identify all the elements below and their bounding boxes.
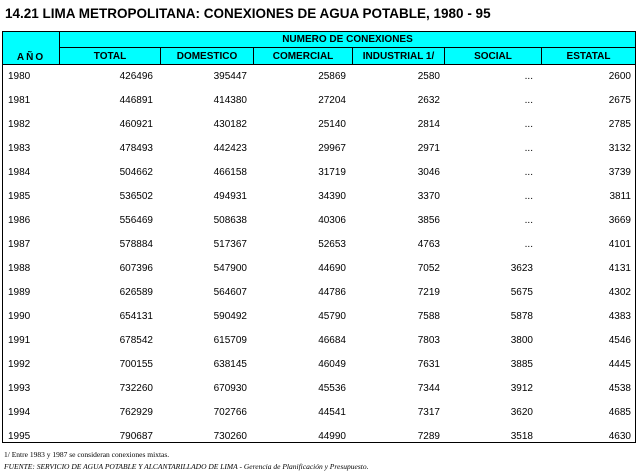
value-cell: 670930 xyxy=(213,383,247,394)
year-cell: 1983 xyxy=(8,143,31,154)
value-cell: 3800 xyxy=(510,335,533,346)
value-cell: 4101 xyxy=(608,239,631,250)
table-row xyxy=(3,281,635,305)
year-cell: 1990 xyxy=(8,311,31,322)
column-header-estatal: ESTATAL xyxy=(566,51,611,62)
value-cell: 7803 xyxy=(417,335,440,346)
value-cell: 3132 xyxy=(608,143,631,154)
value-cell: 3739 xyxy=(608,167,631,178)
value-cell: 547900 xyxy=(213,263,247,274)
value-cell: ... xyxy=(524,119,533,130)
year-cell: 1994 xyxy=(8,407,31,418)
value-cell: 654131 xyxy=(119,311,153,322)
footnote: 1/ Entre 1983 y 1987 se consideran conexiones mixtas. xyxy=(4,450,170,459)
value-cell: 4763 xyxy=(417,239,440,250)
value-cell: 3811 xyxy=(609,191,631,202)
value-cell: 4630 xyxy=(608,431,631,442)
column-header-domestico: DOMESTICO xyxy=(161,48,254,64)
value-cell: 44786 xyxy=(318,287,346,298)
year-cell: 1980 xyxy=(8,71,31,82)
value-cell: 5675 xyxy=(510,287,533,298)
value-cell: 460921 xyxy=(119,119,153,130)
value-cell: 4546 xyxy=(608,335,631,346)
value-cell: 46049 xyxy=(318,359,346,370)
value-cell: 29967 xyxy=(318,143,346,154)
value-cell: 446891 xyxy=(119,95,153,106)
value-cell: ... xyxy=(524,191,533,202)
value-cell: 3370 xyxy=(417,191,440,202)
value-cell: 442423 xyxy=(213,143,247,154)
table-row xyxy=(3,329,635,353)
value-cell: 27204 xyxy=(318,95,346,106)
table-row xyxy=(3,137,635,161)
year-cell: 1991 xyxy=(8,335,31,346)
year-column-header: AÑO xyxy=(3,32,60,64)
value-cell: 590492 xyxy=(213,311,247,322)
year-cell: 1986 xyxy=(8,215,31,226)
value-cell: 536502 xyxy=(119,191,153,202)
value-cell: 607396 xyxy=(119,263,153,274)
value-cell: 3620 xyxy=(510,407,533,418)
value-cell: 7588 xyxy=(417,311,440,322)
value-cell: 3518 xyxy=(510,431,533,442)
value-cell: 7289 xyxy=(417,431,440,442)
value-cell: 25869 xyxy=(318,71,346,82)
table-header xyxy=(3,32,635,65)
table-row xyxy=(3,209,635,233)
value-cell: 730260 xyxy=(213,431,247,442)
value-cell: ... xyxy=(524,239,533,250)
value-cell: 702766 xyxy=(213,407,247,418)
year-cell: 1987 xyxy=(8,239,31,250)
value-cell: 2785 xyxy=(608,119,631,130)
column-header-comercial: COMERCIAL xyxy=(254,48,353,64)
value-cell: 7631 xyxy=(417,359,440,370)
year-cell: 1989 xyxy=(8,287,31,298)
value-cell: 7052 xyxy=(417,263,440,274)
value-cell: 638145 xyxy=(213,359,247,370)
value-cell: 40306 xyxy=(318,215,346,226)
table-row xyxy=(3,113,635,137)
table-row xyxy=(3,305,635,329)
value-cell: 3046 xyxy=(417,167,440,178)
table-row xyxy=(3,65,635,89)
value-cell: ... xyxy=(524,143,533,154)
table-row xyxy=(3,377,635,401)
value-cell: ... xyxy=(524,167,533,178)
value-cell: 44690 xyxy=(318,263,346,274)
column-header-total: TOTAL xyxy=(60,48,161,64)
value-cell: 7219 xyxy=(417,287,440,298)
value-cell: ... xyxy=(524,71,533,82)
year-cell: 1982 xyxy=(8,119,31,130)
value-cell: 626589 xyxy=(119,287,153,298)
value-cell: 4445 xyxy=(608,359,631,370)
value-cell: 426496 xyxy=(119,71,153,82)
value-cell: 2971 xyxy=(417,143,440,154)
value-cell: 414380 xyxy=(213,95,247,106)
value-cell: 762929 xyxy=(119,407,153,418)
year-cell: 1992 xyxy=(8,359,31,370)
value-cell: 790687 xyxy=(119,431,153,442)
year-cell: 1988 xyxy=(8,263,31,274)
year-cell: 1993 xyxy=(8,383,31,394)
data-table xyxy=(2,31,636,443)
value-cell: 44990 xyxy=(318,431,346,442)
value-cell: 4383 xyxy=(608,311,631,322)
value-cell: ... xyxy=(524,95,533,106)
value-cell: 478493 xyxy=(119,143,153,154)
group-header: NUMERO DE CONEXIONES xyxy=(60,32,635,48)
table-row xyxy=(3,401,635,425)
value-cell: 564607 xyxy=(213,287,247,298)
table-row xyxy=(3,257,635,281)
value-cell: 700155 xyxy=(119,359,153,370)
value-cell: 25140 xyxy=(318,119,346,130)
value-cell: 2580 xyxy=(417,71,440,82)
value-cell: 46684 xyxy=(318,335,346,346)
table-row xyxy=(3,425,635,443)
page-title: 14.21 LIMA METROPOLITANA: CONEXIONES DE AGUA POTABLE, 1980 - 95 xyxy=(5,6,491,21)
value-cell: 504662 xyxy=(119,167,153,178)
year-cell: 1995 xyxy=(8,431,31,442)
table-row xyxy=(3,89,635,113)
value-cell: 430182 xyxy=(213,119,247,130)
value-cell: 45536 xyxy=(318,383,346,394)
value-cell: 45790 xyxy=(318,311,346,322)
value-cell: 31719 xyxy=(318,167,346,178)
value-cell: 2600 xyxy=(608,71,631,82)
value-cell: 3856 xyxy=(417,215,440,226)
value-cell: 678542 xyxy=(119,335,153,346)
value-cell: 508638 xyxy=(213,215,247,226)
value-cell: 2632 xyxy=(417,95,440,106)
value-cell: 3623 xyxy=(510,263,533,274)
value-cell: 4131 xyxy=(608,263,631,274)
value-cell: 52653 xyxy=(318,239,346,250)
value-cell: 615709 xyxy=(213,335,247,346)
year-cell: 1981 xyxy=(8,95,31,106)
value-cell: 4538 xyxy=(608,383,631,394)
value-cell: 732260 xyxy=(119,383,153,394)
value-cell: 578884 xyxy=(119,239,153,250)
column-header-industrial: INDUSTRIAL 1/ xyxy=(353,48,445,64)
value-cell: 4302 xyxy=(608,287,631,298)
value-cell: 7317 xyxy=(417,407,440,418)
value-cell: 7344 xyxy=(417,383,440,394)
column-header-social: SOCIAL xyxy=(445,48,542,64)
value-cell: 2814 xyxy=(417,119,440,130)
value-cell: 3912 xyxy=(510,383,533,394)
value-cell: 5878 xyxy=(510,311,533,322)
value-cell: 517367 xyxy=(213,239,247,250)
table-row xyxy=(3,185,635,209)
value-cell: 4685 xyxy=(608,407,631,418)
table-row xyxy=(3,233,635,257)
year-cell: 1985 xyxy=(8,191,31,202)
value-cell: 466158 xyxy=(213,167,247,178)
value-cell: 556469 xyxy=(119,215,153,226)
value-cell: 2675 xyxy=(608,95,631,106)
table-row xyxy=(3,353,635,377)
value-cell: 44541 xyxy=(318,407,346,418)
value-cell: ... xyxy=(524,215,533,226)
value-cell: 395447 xyxy=(213,71,247,82)
value-cell: 3669 xyxy=(608,215,631,226)
table-row xyxy=(3,161,635,185)
year-cell: 1984 xyxy=(8,167,31,178)
value-cell: 3885 xyxy=(510,359,533,370)
value-cell: 494931 xyxy=(213,191,247,202)
source-note: FUENTE: SERVICIO DE AGUA POTABLE Y ALCANTARILLADO DE LIMA - Gerencia de Planificación y Presupuesto. xyxy=(4,462,369,471)
value-cell: 34390 xyxy=(318,191,346,202)
